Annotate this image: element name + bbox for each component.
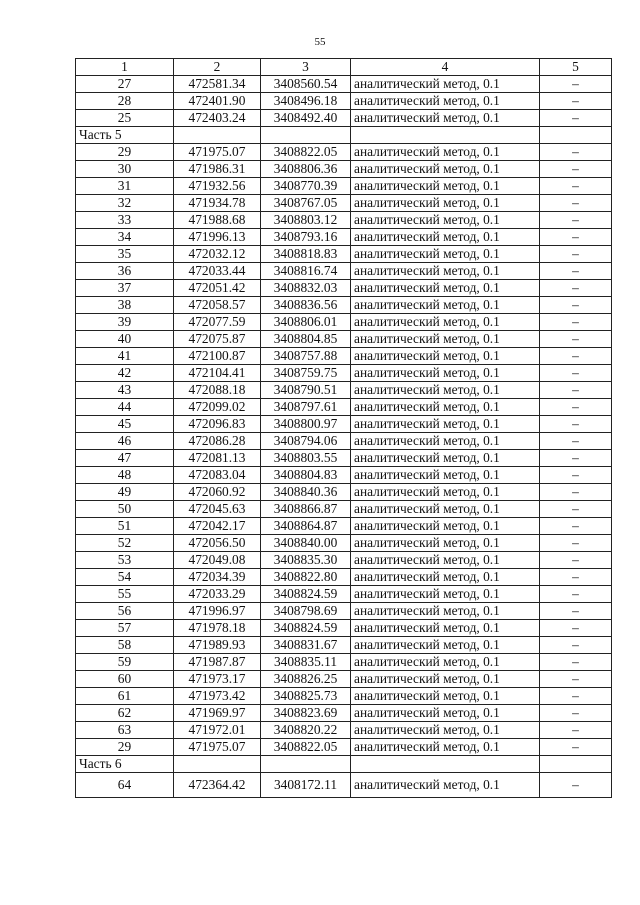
point-number: 43 bbox=[76, 382, 174, 399]
coordinates-table-body bbox=[76, 59, 612, 798]
y-coordinate: 3408806.01 bbox=[261, 314, 351, 331]
table-row bbox=[76, 722, 612, 739]
table-row bbox=[76, 161, 612, 178]
table-row bbox=[76, 484, 612, 501]
column-5-value: – bbox=[540, 773, 612, 798]
y-coordinate: 3408560.54 bbox=[261, 76, 351, 93]
x-coordinate: 472060.92 bbox=[174, 484, 261, 501]
y-coordinate: 3408816.74 bbox=[261, 263, 351, 280]
column-5-value: – bbox=[540, 229, 612, 246]
method-accuracy: аналитический метод, 0.1 bbox=[351, 263, 540, 280]
x-coordinate: 471978.18 bbox=[174, 620, 261, 637]
column-5-value: – bbox=[540, 314, 612, 331]
point-number: 46 bbox=[76, 433, 174, 450]
column-5-value: – bbox=[540, 569, 612, 586]
table-row bbox=[76, 620, 612, 637]
method-accuracy: аналитический метод, 0.1 bbox=[351, 671, 540, 688]
table-row bbox=[76, 637, 612, 654]
x-coordinate: 471969.97 bbox=[174, 705, 261, 722]
x-coordinate: 472056.50 bbox=[174, 535, 261, 552]
table-row bbox=[76, 93, 612, 110]
x-coordinate: 472042.17 bbox=[174, 518, 261, 535]
method-accuracy: аналитический метод, 0.1 bbox=[351, 773, 540, 798]
table-row bbox=[76, 212, 612, 229]
method-accuracy: аналитический метод, 0.1 bbox=[351, 705, 540, 722]
y-coordinate: 3408840.00 bbox=[261, 535, 351, 552]
y-coordinate: 3408825.73 bbox=[261, 688, 351, 705]
method-accuracy: аналитический метод, 0.1 bbox=[351, 365, 540, 382]
method-accuracy: аналитический метод, 0.1 bbox=[351, 620, 540, 637]
point-number: 36 bbox=[76, 263, 174, 280]
x-coordinate: 472364.42 bbox=[174, 773, 261, 798]
method-accuracy: аналитический метод, 0.1 bbox=[351, 586, 540, 603]
y-coordinate: 3408757.88 bbox=[261, 348, 351, 365]
point-number: 45 bbox=[76, 416, 174, 433]
y-coordinate: 3408822.05 bbox=[261, 739, 351, 756]
x-coordinate: 472075.87 bbox=[174, 331, 261, 348]
y-coordinate: 3408864.87 bbox=[261, 518, 351, 535]
x-coordinate: 472581.34 bbox=[174, 76, 261, 93]
table-row bbox=[76, 280, 612, 297]
method-accuracy: аналитический метод, 0.1 bbox=[351, 739, 540, 756]
point-number: 47 bbox=[76, 450, 174, 467]
y-coordinate: 3408759.75 bbox=[261, 365, 351, 382]
column-5-value: – bbox=[540, 93, 612, 110]
x-coordinate: 472083.04 bbox=[174, 467, 261, 484]
x-coordinate: 472033.44 bbox=[174, 263, 261, 280]
method-accuracy: аналитический метод, 0.1 bbox=[351, 76, 540, 93]
column-5-value: – bbox=[540, 467, 612, 484]
table-row bbox=[76, 518, 612, 535]
method-accuracy: аналитический метод, 0.1 bbox=[351, 229, 540, 246]
column-5-value: – bbox=[540, 195, 612, 212]
method-accuracy: аналитический метод, 0.1 bbox=[351, 178, 540, 195]
x-coordinate: 472034.39 bbox=[174, 569, 261, 586]
table-row bbox=[76, 382, 612, 399]
table-row bbox=[76, 501, 612, 518]
y-coordinate: 3408803.55 bbox=[261, 450, 351, 467]
x-coordinate: 472051.42 bbox=[174, 280, 261, 297]
x-coordinate: 471988.68 bbox=[174, 212, 261, 229]
table-row bbox=[76, 195, 612, 212]
table-row bbox=[76, 450, 612, 467]
y-coordinate: 3408831.67 bbox=[261, 637, 351, 654]
column-5-value: – bbox=[540, 110, 612, 127]
x-coordinate: 472403.24 bbox=[174, 110, 261, 127]
column-5-value: – bbox=[540, 518, 612, 535]
point-number: 57 bbox=[76, 620, 174, 637]
method-accuracy: аналитический метод, 0.1 bbox=[351, 399, 540, 416]
table-row bbox=[76, 246, 612, 263]
table-row bbox=[76, 144, 612, 161]
section-header-row bbox=[76, 756, 612, 773]
method-accuracy: аналитический метод, 0.1 bbox=[351, 195, 540, 212]
column-5-value: – bbox=[540, 365, 612, 382]
x-coordinate: 471975.07 bbox=[174, 144, 261, 161]
point-number: 56 bbox=[76, 603, 174, 620]
x-coordinate: 471986.31 bbox=[174, 161, 261, 178]
point-number: 51 bbox=[76, 518, 174, 535]
table-row bbox=[76, 467, 612, 484]
point-number: 59 bbox=[76, 654, 174, 671]
point-number: 31 bbox=[76, 178, 174, 195]
coordinates-table bbox=[75, 58, 612, 798]
point-number: 63 bbox=[76, 722, 174, 739]
table-row bbox=[76, 688, 612, 705]
column-5-value: – bbox=[540, 637, 612, 654]
column-5-value: – bbox=[540, 178, 612, 195]
column-5-value: – bbox=[540, 671, 612, 688]
column-5-value: – bbox=[540, 348, 612, 365]
column-5-value: – bbox=[540, 263, 612, 280]
method-accuracy: аналитический метод, 0.1 bbox=[351, 297, 540, 314]
y-coordinate: 3408797.61 bbox=[261, 399, 351, 416]
table-row bbox=[76, 654, 612, 671]
header-cell-4: 4 bbox=[351, 59, 540, 76]
y-coordinate: 3408820.22 bbox=[261, 722, 351, 739]
table-row bbox=[76, 671, 612, 688]
y-coordinate: 3408804.83 bbox=[261, 467, 351, 484]
column-5-value: – bbox=[540, 433, 612, 450]
y-coordinate: 3408824.59 bbox=[261, 620, 351, 637]
y-coordinate: 3408818.83 bbox=[261, 246, 351, 263]
x-coordinate: 471996.97 bbox=[174, 603, 261, 620]
point-number: 39 bbox=[76, 314, 174, 331]
method-accuracy: аналитический метод, 0.1 bbox=[351, 331, 540, 348]
method-accuracy: аналитический метод, 0.1 bbox=[351, 212, 540, 229]
y-coordinate: 3408840.36 bbox=[261, 484, 351, 501]
point-number: 49 bbox=[76, 484, 174, 501]
method-accuracy: аналитический метод, 0.1 bbox=[351, 518, 540, 535]
point-number: 33 bbox=[76, 212, 174, 229]
method-accuracy: аналитический метод, 0.1 bbox=[351, 382, 540, 399]
y-coordinate: 3408492.40 bbox=[261, 110, 351, 127]
point-number: 34 bbox=[76, 229, 174, 246]
table-row bbox=[76, 416, 612, 433]
point-number: 64 bbox=[76, 773, 174, 798]
column-5-value: – bbox=[540, 144, 612, 161]
table-row bbox=[76, 76, 612, 93]
method-accuracy: аналитический метод, 0.1 bbox=[351, 280, 540, 297]
table-row bbox=[76, 433, 612, 450]
y-coordinate: 3408866.87 bbox=[261, 501, 351, 518]
table-row bbox=[76, 586, 612, 603]
table-row bbox=[76, 365, 612, 382]
point-number: 55 bbox=[76, 586, 174, 603]
empty-cell bbox=[540, 756, 612, 773]
method-accuracy: аналитический метод, 0.1 bbox=[351, 161, 540, 178]
header-cell-1: 1 bbox=[76, 59, 174, 76]
x-coordinate: 472100.87 bbox=[174, 348, 261, 365]
point-number: 60 bbox=[76, 671, 174, 688]
column-5-value: – bbox=[540, 705, 612, 722]
point-number: 25 bbox=[76, 110, 174, 127]
point-number: 58 bbox=[76, 637, 174, 654]
y-coordinate: 3408767.05 bbox=[261, 195, 351, 212]
column-5-value: – bbox=[540, 416, 612, 433]
column-5-value: – bbox=[540, 76, 612, 93]
point-number: 27 bbox=[76, 76, 174, 93]
point-number: 41 bbox=[76, 348, 174, 365]
column-5-value: – bbox=[540, 484, 612, 501]
section-title: Часть 6 bbox=[76, 756, 174, 773]
column-5-value: – bbox=[540, 654, 612, 671]
point-number: 62 bbox=[76, 705, 174, 722]
table-row bbox=[76, 603, 612, 620]
point-number: 29 bbox=[76, 739, 174, 756]
empty-cell bbox=[351, 127, 540, 144]
method-accuracy: аналитический метод, 0.1 bbox=[351, 484, 540, 501]
method-accuracy: аналитический метод, 0.1 bbox=[351, 416, 540, 433]
section-title: Часть 5 bbox=[76, 127, 174, 144]
column-5-value: – bbox=[540, 688, 612, 705]
x-coordinate: 471996.13 bbox=[174, 229, 261, 246]
empty-cell bbox=[540, 127, 612, 144]
column-5-value: – bbox=[540, 297, 612, 314]
table-header-row bbox=[76, 59, 612, 76]
method-accuracy: аналитический метод, 0.1 bbox=[351, 433, 540, 450]
y-coordinate: 3408803.12 bbox=[261, 212, 351, 229]
empty-cell bbox=[351, 756, 540, 773]
method-accuracy: аналитический метод, 0.1 bbox=[351, 501, 540, 518]
method-accuracy: аналитический метод, 0.1 bbox=[351, 535, 540, 552]
empty-cell bbox=[174, 756, 261, 773]
header-cell-2: 2 bbox=[174, 59, 261, 76]
y-coordinate: 3408172.11 bbox=[261, 773, 351, 798]
y-coordinate: 3408804.85 bbox=[261, 331, 351, 348]
y-coordinate: 3408794.06 bbox=[261, 433, 351, 450]
method-accuracy: аналитический метод, 0.1 bbox=[351, 637, 540, 654]
x-coordinate: 472086.28 bbox=[174, 433, 261, 450]
method-accuracy: аналитический метод, 0.1 bbox=[351, 603, 540, 620]
point-number: 40 bbox=[76, 331, 174, 348]
method-accuracy: аналитический метод, 0.1 bbox=[351, 246, 540, 263]
table-row bbox=[76, 348, 612, 365]
x-coordinate: 471932.56 bbox=[174, 178, 261, 195]
table-row bbox=[76, 229, 612, 246]
column-5-value: – bbox=[540, 382, 612, 399]
x-coordinate: 472033.29 bbox=[174, 586, 261, 603]
x-coordinate: 471934.78 bbox=[174, 195, 261, 212]
y-coordinate: 3408770.39 bbox=[261, 178, 351, 195]
point-number: 50 bbox=[76, 501, 174, 518]
y-coordinate: 3408835.11 bbox=[261, 654, 351, 671]
method-accuracy: аналитический метод, 0.1 bbox=[351, 110, 540, 127]
x-coordinate: 472081.13 bbox=[174, 450, 261, 467]
page-number: 55 bbox=[314, 36, 326, 48]
column-5-value: – bbox=[540, 552, 612, 569]
method-accuracy: аналитический метод, 0.1 bbox=[351, 314, 540, 331]
method-accuracy: аналитический метод, 0.1 bbox=[351, 722, 540, 739]
y-coordinate: 3408835.30 bbox=[261, 552, 351, 569]
point-number: 28 bbox=[76, 93, 174, 110]
column-5-value: – bbox=[540, 161, 612, 178]
header-cell-5: 5 bbox=[540, 59, 612, 76]
method-accuracy: аналитический метод, 0.1 bbox=[351, 569, 540, 586]
table-row bbox=[76, 569, 612, 586]
y-coordinate: 3408496.18 bbox=[261, 93, 351, 110]
x-coordinate: 471975.07 bbox=[174, 739, 261, 756]
y-coordinate: 3408822.05 bbox=[261, 144, 351, 161]
point-number: 48 bbox=[76, 467, 174, 484]
table-row bbox=[76, 535, 612, 552]
method-accuracy: аналитический метод, 0.1 bbox=[351, 144, 540, 161]
column-5-value: – bbox=[540, 331, 612, 348]
y-coordinate: 3408824.59 bbox=[261, 586, 351, 603]
method-accuracy: аналитический метод, 0.1 bbox=[351, 552, 540, 569]
point-number: 61 bbox=[76, 688, 174, 705]
x-coordinate: 472099.02 bbox=[174, 399, 261, 416]
column-5-value: – bbox=[540, 246, 612, 263]
y-coordinate: 3408826.25 bbox=[261, 671, 351, 688]
x-coordinate: 471989.93 bbox=[174, 637, 261, 654]
table-row bbox=[76, 739, 612, 756]
table-row bbox=[76, 110, 612, 127]
column-5-value: – bbox=[540, 399, 612, 416]
point-number: 37 bbox=[76, 280, 174, 297]
x-coordinate: 472049.08 bbox=[174, 552, 261, 569]
column-5-value: – bbox=[540, 603, 612, 620]
method-accuracy: аналитический метод, 0.1 bbox=[351, 467, 540, 484]
point-number: 53 bbox=[76, 552, 174, 569]
point-number: 42 bbox=[76, 365, 174, 382]
y-coordinate: 3408800.97 bbox=[261, 416, 351, 433]
y-coordinate: 3408836.56 bbox=[261, 297, 351, 314]
y-coordinate: 3408798.69 bbox=[261, 603, 351, 620]
x-coordinate: 471973.17 bbox=[174, 671, 261, 688]
method-accuracy: аналитический метод, 0.1 bbox=[351, 450, 540, 467]
column-5-value: – bbox=[540, 722, 612, 739]
column-5-value: – bbox=[540, 450, 612, 467]
column-5-value: – bbox=[540, 501, 612, 518]
table-row bbox=[76, 552, 612, 569]
table-row bbox=[76, 705, 612, 722]
method-accuracy: аналитический метод, 0.1 bbox=[351, 688, 540, 705]
y-coordinate: 3408790.51 bbox=[261, 382, 351, 399]
y-coordinate: 3408832.03 bbox=[261, 280, 351, 297]
table-row bbox=[76, 314, 612, 331]
y-coordinate: 3408823.69 bbox=[261, 705, 351, 722]
method-accuracy: аналитический метод, 0.1 bbox=[351, 348, 540, 365]
x-coordinate: 472104.41 bbox=[174, 365, 261, 382]
column-5-value: – bbox=[540, 280, 612, 297]
point-number: 30 bbox=[76, 161, 174, 178]
x-coordinate: 472058.57 bbox=[174, 297, 261, 314]
y-coordinate: 3408793.16 bbox=[261, 229, 351, 246]
empty-cell bbox=[261, 127, 351, 144]
table-row bbox=[76, 399, 612, 416]
empty-cell bbox=[174, 127, 261, 144]
point-number: 44 bbox=[76, 399, 174, 416]
point-number: 54 bbox=[76, 569, 174, 586]
table-row bbox=[76, 773, 612, 798]
point-number: 32 bbox=[76, 195, 174, 212]
column-5-value: – bbox=[540, 535, 612, 552]
empty-cell bbox=[261, 756, 351, 773]
column-5-value: – bbox=[540, 620, 612, 637]
point-number: 35 bbox=[76, 246, 174, 263]
point-number: 38 bbox=[76, 297, 174, 314]
point-number: 29 bbox=[76, 144, 174, 161]
x-coordinate: 472077.59 bbox=[174, 314, 261, 331]
column-5-value: – bbox=[540, 739, 612, 756]
column-5-value: – bbox=[540, 586, 612, 603]
column-5-value: – bbox=[540, 212, 612, 229]
x-coordinate: 472045.63 bbox=[174, 501, 261, 518]
x-coordinate: 472401.90 bbox=[174, 93, 261, 110]
x-coordinate: 471973.42 bbox=[174, 688, 261, 705]
header-cell-3: 3 bbox=[261, 59, 351, 76]
x-coordinate: 472088.18 bbox=[174, 382, 261, 399]
section-header-row bbox=[76, 127, 612, 144]
table-row bbox=[76, 178, 612, 195]
x-coordinate: 472032.12 bbox=[174, 246, 261, 263]
x-coordinate: 471987.87 bbox=[174, 654, 261, 671]
table-row bbox=[76, 263, 612, 280]
table-row bbox=[76, 297, 612, 314]
method-accuracy: аналитический метод, 0.1 bbox=[351, 93, 540, 110]
table-row bbox=[76, 331, 612, 348]
x-coordinate: 471972.01 bbox=[174, 722, 261, 739]
point-number: 52 bbox=[76, 535, 174, 552]
y-coordinate: 3408806.36 bbox=[261, 161, 351, 178]
method-accuracy: аналитический метод, 0.1 bbox=[351, 654, 540, 671]
x-coordinate: 472096.83 bbox=[174, 416, 261, 433]
y-coordinate: 3408822.80 bbox=[261, 569, 351, 586]
